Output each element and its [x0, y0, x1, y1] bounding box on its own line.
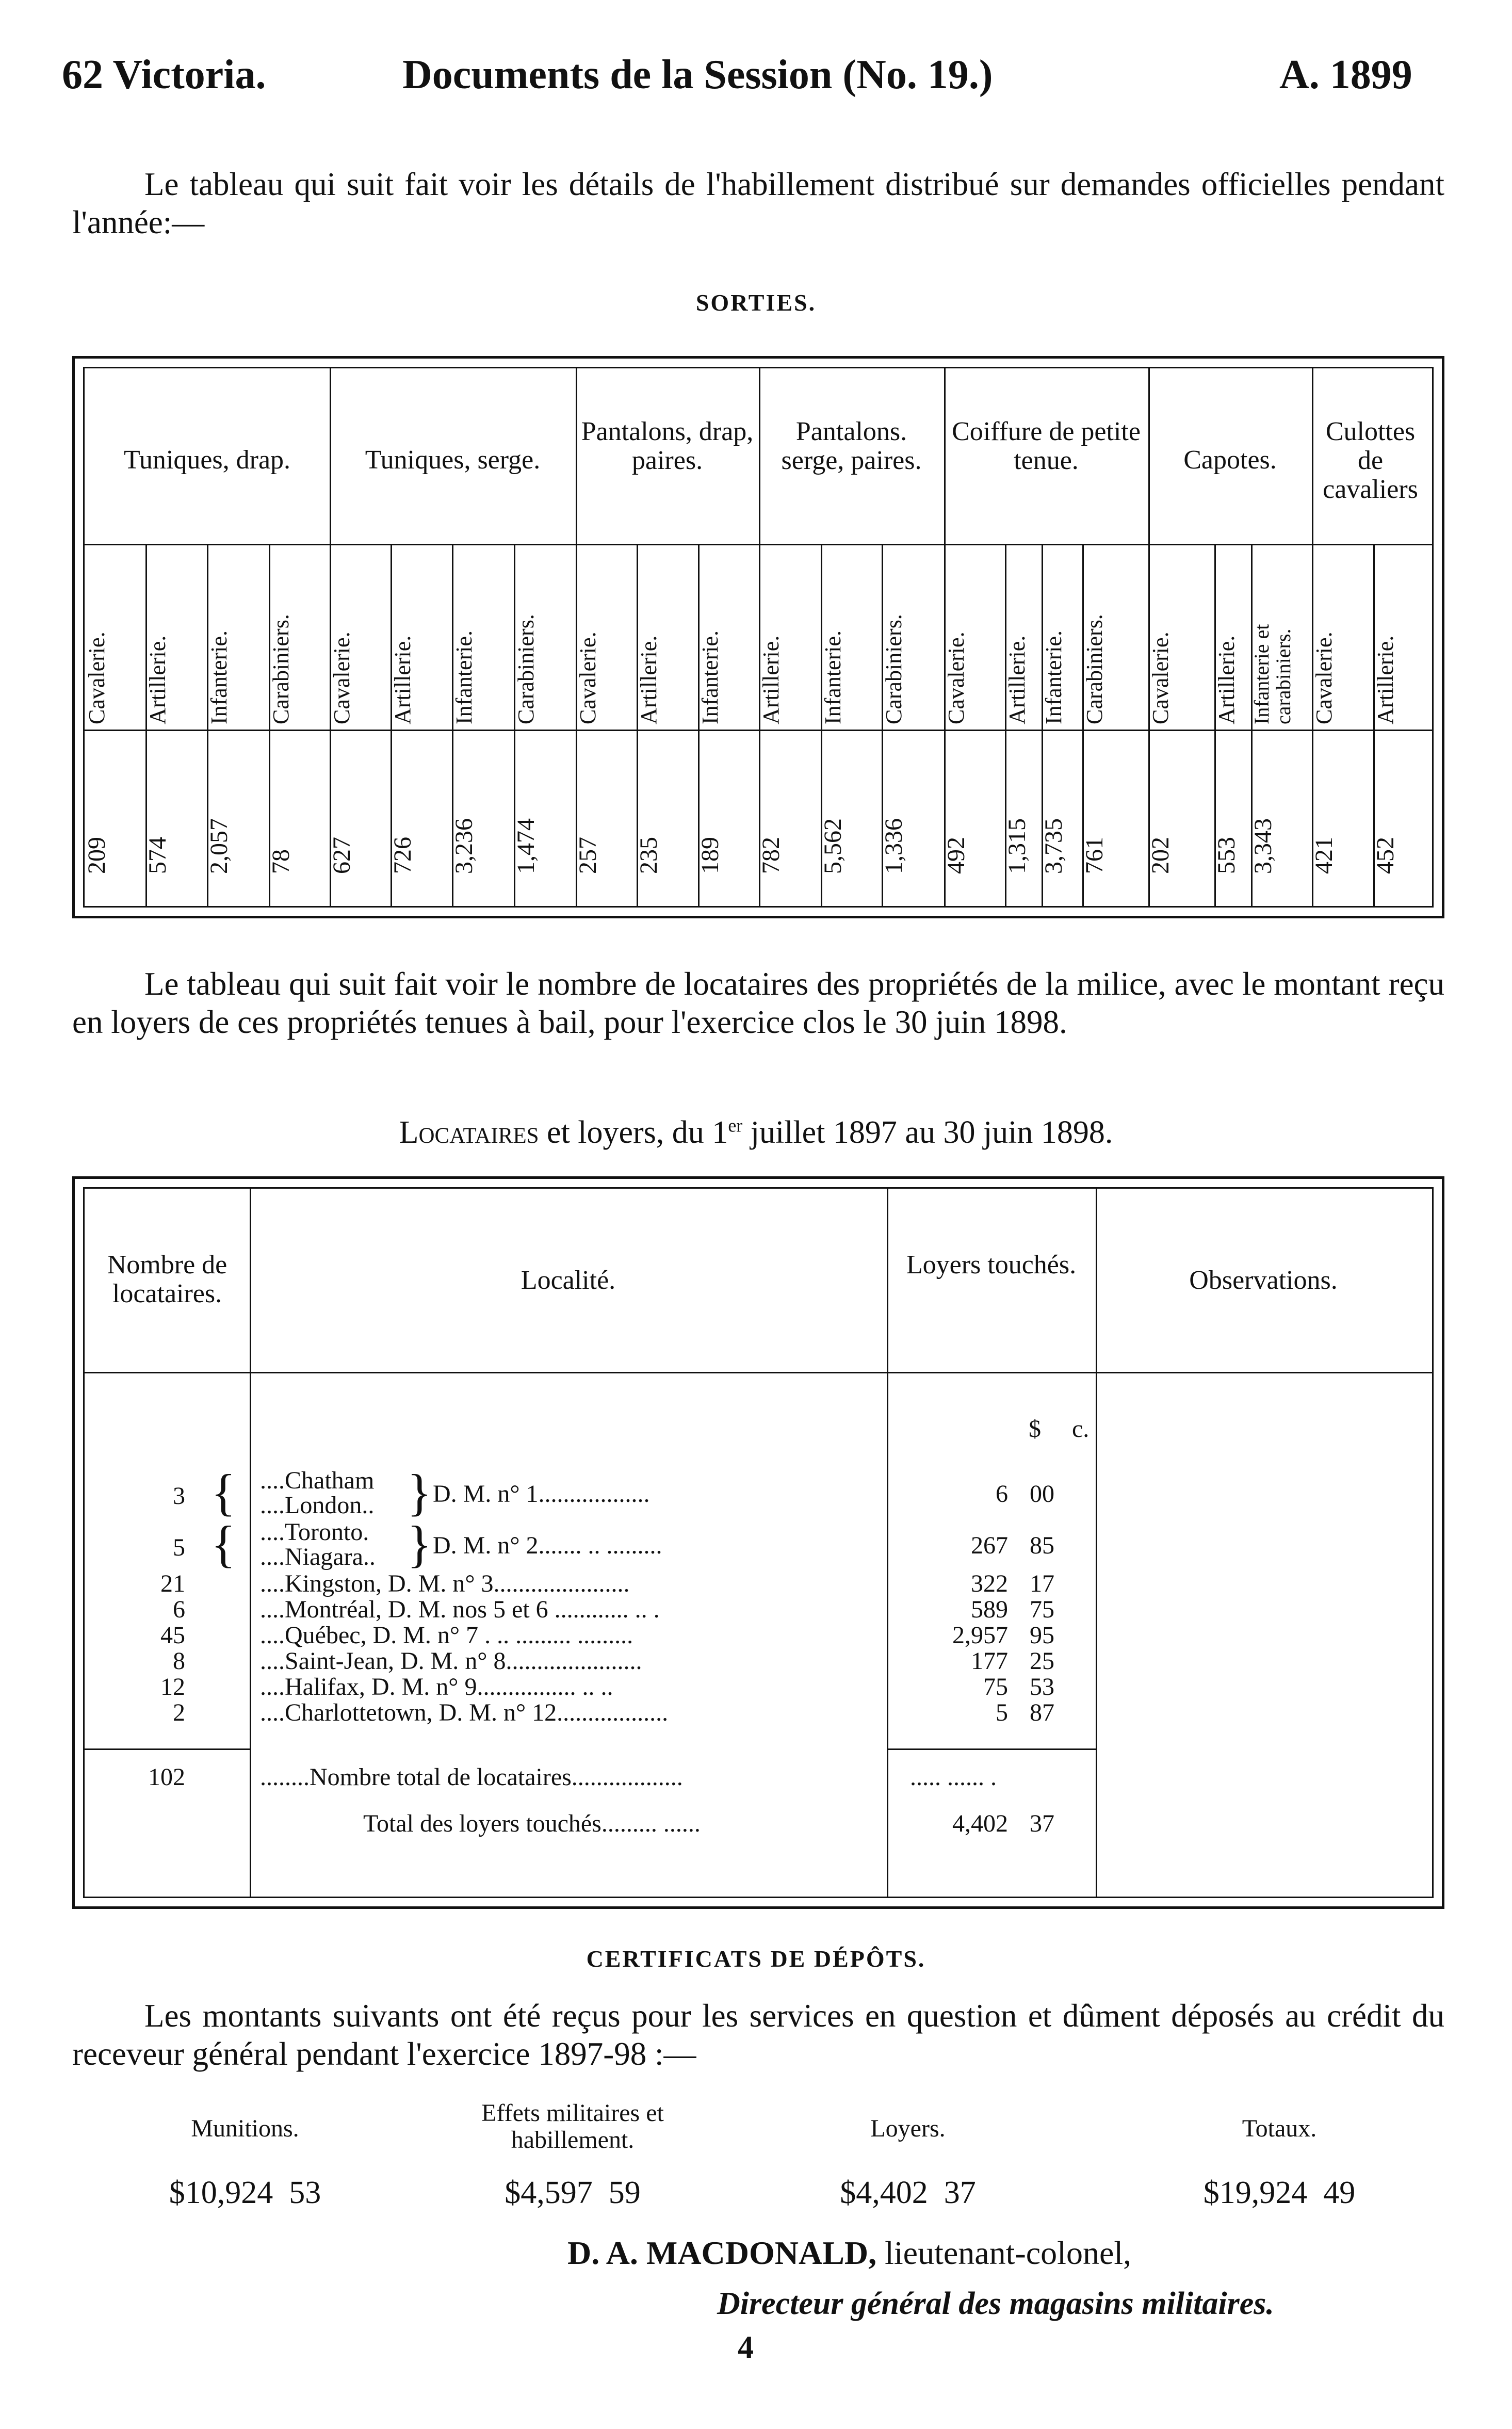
rent-row-count: 12: [160, 1673, 185, 1701]
sorties-column-label: Artillerie.: [636, 635, 661, 724]
rent-row-cents: 00: [1030, 1480, 1054, 1508]
sorties-column-value: 452: [1372, 837, 1399, 874]
rent-row-cents: 17: [1030, 1570, 1054, 1597]
deposit-label: Loyers.: [870, 2115, 946, 2142]
sorties-column-value: 189: [696, 837, 724, 874]
sorties-column-label: Infanterie.: [820, 630, 846, 724]
sorties-column-value: 726: [389, 837, 416, 874]
deposits-paragraph: Les montants suivants ont été reçus pour les services en question et dûment déposés au crédit du receveur général pendant l'exercice 1897-98 :—: [72, 1998, 1444, 2072]
total-tenants-label: ........Nombre total de locataires..................: [260, 1763, 683, 1791]
sorties-column-label: Cavalerie.: [329, 631, 354, 724]
deposit-label: Effets militaires et habillement.: [481, 2099, 664, 2153]
brace-glyph: {: [211, 1464, 236, 1521]
intro-paragraph: Le tableau qui suit fait voir les détails de l'habillement distribué sur demandes officielles pendant l'année:—: [72, 166, 1444, 240]
sorties-column-value: 782: [757, 837, 785, 874]
sorties-column-label: Artillerie.: [390, 635, 415, 724]
sorties-column-value: 3,236: [450, 818, 478, 874]
header-title: Documents de la Session (No. 19.): [402, 52, 993, 98]
sorties-column-label: Artillerie.: [1004, 635, 1030, 724]
sorties-column-value: 1,315: [1003, 818, 1031, 874]
rent-row-place: ....Niagara..: [260, 1543, 376, 1570]
sorties-table: [72, 356, 1444, 918]
sorties-column-value: 78: [267, 849, 295, 874]
sorties-column-label: Carabiniers.: [513, 614, 539, 724]
rent-row-count: 45: [160, 1622, 185, 1649]
rent-row-locality: ....Kingston, D. M. n° 3......................: [260, 1570, 630, 1597]
sorties-column-label: Infanterie.: [1041, 630, 1066, 724]
sorties-column-value: 3,343: [1249, 818, 1277, 874]
sorties-group-header: Culottes de cavaliers: [1323, 417, 1418, 504]
sorties-group-header: Pantalons. serge, paires.: [781, 417, 922, 475]
rent-header-rent: Loyers touchés.: [906, 1250, 1077, 1280]
rent-row-place: ....Toronto.: [260, 1518, 369, 1546]
sorties-column-value: 5,562: [819, 818, 847, 874]
rent-row-locality: ....Québec, D. M. n° 7 . .. ......... .........: [260, 1622, 633, 1649]
rent-row-dollars: 267: [971, 1532, 1008, 1559]
sorties-column-label: Cavalerie.: [944, 631, 969, 724]
sorties-column-label: Artillerie.: [1373, 635, 1398, 724]
rent-row-cents: 85: [1030, 1532, 1054, 1559]
signature-line: [567, 2234, 1131, 2272]
total-rent-dollars: 4,402: [952, 1810, 1008, 1837]
sorties-group-header: Coiffure de petite tenue.: [952, 417, 1141, 475]
rent-row-count: 5: [173, 1534, 185, 1561]
rent-row-dollars: 75: [983, 1673, 1008, 1701]
rent-row-locality: ....Charlottetown, D. M. n° 12..................: [260, 1699, 669, 1726]
sorties-column-label: Cavalerie.: [84, 631, 109, 724]
deposit-amount: $10,924 53: [169, 2175, 321, 2210]
signatory-title: Directeur général des magasins militaires.: [717, 2286, 1274, 2321]
signatory-rank: lieutenant-colonel,: [876, 2234, 1132, 2271]
sorties-column-label: Cavalerie.: [575, 631, 600, 724]
rent-row-cents: 75: [1030, 1596, 1054, 1623]
rent-row-locality: ....Halifax, D. M. n° 9................ .. ..: [260, 1673, 613, 1701]
sorties-column-label: Infanterie.: [697, 630, 723, 724]
total-rent-cents: 37: [1030, 1810, 1054, 1837]
sorties-column-value: 1,474: [512, 818, 540, 874]
rent-row-dollars: 6: [996, 1480, 1008, 1508]
rent-intro-paragraph: Le tableau qui suit fait voir le nombre de locataires des propriétés de la milice, avec le montant reçu en loyers de ces propriétés tenues à bail, pour l'exercice clos le 30 juin 1898.: [72, 966, 1444, 1040]
rent-table-title: Locataires et loyers, du 1er juillet 1897 au 30 juin 1898.: [399, 1115, 1113, 1150]
brace-glyph: }: [407, 1464, 432, 1521]
rent-header-count: Nombre de locataires.: [107, 1250, 227, 1308]
total-rent-label: Total des loyers touchés......... ......: [363, 1810, 701, 1837]
rent-row-dollars: 5: [996, 1699, 1008, 1726]
rent-table: [72, 1176, 1444, 1909]
rent-row-count: 6: [173, 1596, 185, 1623]
sorties-group-header: Pantalons, drap, paires.: [581, 417, 754, 475]
header-session: 62 Victoria.: [62, 52, 266, 98]
deposit-label: Munitions.: [191, 2115, 299, 2142]
sorties-column-value: 421: [1310, 837, 1338, 874]
rent-currency-header: $ c.: [1029, 1415, 1090, 1443]
rent-row-place: ....Chatham: [260, 1467, 375, 1494]
sorties-column-value: 492: [942, 837, 970, 874]
sorties-column-label: Infanterie et carabiniers.: [1250, 624, 1295, 724]
rent-row-count: 8: [173, 1647, 185, 1675]
rent-row-cents: 95: [1030, 1622, 1054, 1649]
sorties-column-label: Infanterie.: [451, 630, 477, 724]
brace-glyph: {: [211, 1515, 236, 1573]
rent-header-locality: Localité.: [521, 1266, 616, 1295]
sorties-title: SORTIES.: [695, 289, 817, 316]
rent-row-district: D. M. n° 1..................: [433, 1480, 650, 1508]
header-year: A. 1899: [1279, 52, 1412, 98]
sorties-column-value: 209: [83, 837, 110, 874]
total-tenants-leader: ..... ...... .: [910, 1763, 997, 1791]
sorties-column-label: Infanterie.: [206, 630, 232, 724]
rent-row-dollars: 177: [971, 1647, 1008, 1675]
rent-row-count: 2: [173, 1699, 185, 1726]
sorties-group-header: Tuniques, serge.: [365, 445, 541, 475]
sorties-column-label: Carabiniers.: [268, 614, 294, 724]
sorties-group-header: Capotes.: [1183, 445, 1277, 475]
sorties-column-value: 202: [1147, 837, 1174, 874]
rent-row-cents: 87: [1030, 1699, 1054, 1726]
deposit-amount: $4,597 59: [505, 2175, 641, 2210]
sorties-column-label: Artillerie.: [145, 635, 170, 724]
sorties-column-value: 627: [328, 837, 355, 874]
deposit-label: Totaux.: [1242, 2115, 1317, 2142]
rent-row-locality: ....Montréal, D. M. nos 5 et 6 ............ .. .: [260, 1596, 660, 1623]
rent-row-dollars: 322: [971, 1570, 1008, 1597]
sorties-column-value: 3,735: [1040, 818, 1067, 874]
rent-row-count: 21: [160, 1570, 185, 1597]
rent-row-dollars: 2,957: [952, 1622, 1008, 1649]
sorties-column-label: Carabiniers.: [881, 614, 906, 724]
sorties-column-value: 2,057: [205, 818, 233, 874]
sorties-column-label: Carabiniers.: [1082, 614, 1107, 724]
sorties-column-label: Cavalerie.: [1311, 631, 1337, 724]
brace-glyph: }: [407, 1515, 432, 1573]
sorties-column-label: Cavalerie.: [1148, 631, 1173, 724]
sorties-column-label: Artillerie.: [1214, 635, 1239, 724]
rent-row-dollars: 589: [971, 1596, 1008, 1623]
rent-header-observations: Observations.: [1189, 1266, 1338, 1295]
sorties-column-label: Artillerie.: [758, 635, 784, 724]
sorties-column-value: 761: [1081, 837, 1108, 874]
rent-row-cents: 25: [1030, 1647, 1054, 1675]
rent-row-count: 3: [173, 1482, 185, 1510]
signatory-name: D. A. MACDONALD,: [567, 2234, 877, 2271]
page-number: 4: [738, 2330, 754, 2365]
rent-row-district: D. M. n° 2....... .. .........: [433, 1532, 662, 1559]
sorties-column-value: 553: [1213, 837, 1240, 874]
rent-row-place: ....London..: [260, 1492, 375, 1519]
sorties-group-header: Tuniques, drap.: [123, 445, 291, 475]
sorties-column-value: 1,336: [880, 818, 907, 874]
rent-row-cents: 53: [1030, 1673, 1054, 1701]
total-tenants-count: 102: [148, 1763, 185, 1791]
deposit-amount: $19,924 49: [1203, 2175, 1356, 2210]
sorties-column-value: 574: [144, 837, 171, 874]
sorties-column-value: 235: [635, 837, 662, 874]
deposit-amount: $4,402 37: [840, 2175, 976, 2210]
deposits-title: CERTIFICATS DE DÉPÔTS.: [586, 1946, 926, 1972]
rent-row-locality: ....Saint-Jean, D. M. n° 8......................: [260, 1647, 642, 1675]
sorties-column-value: 257: [574, 837, 601, 874]
